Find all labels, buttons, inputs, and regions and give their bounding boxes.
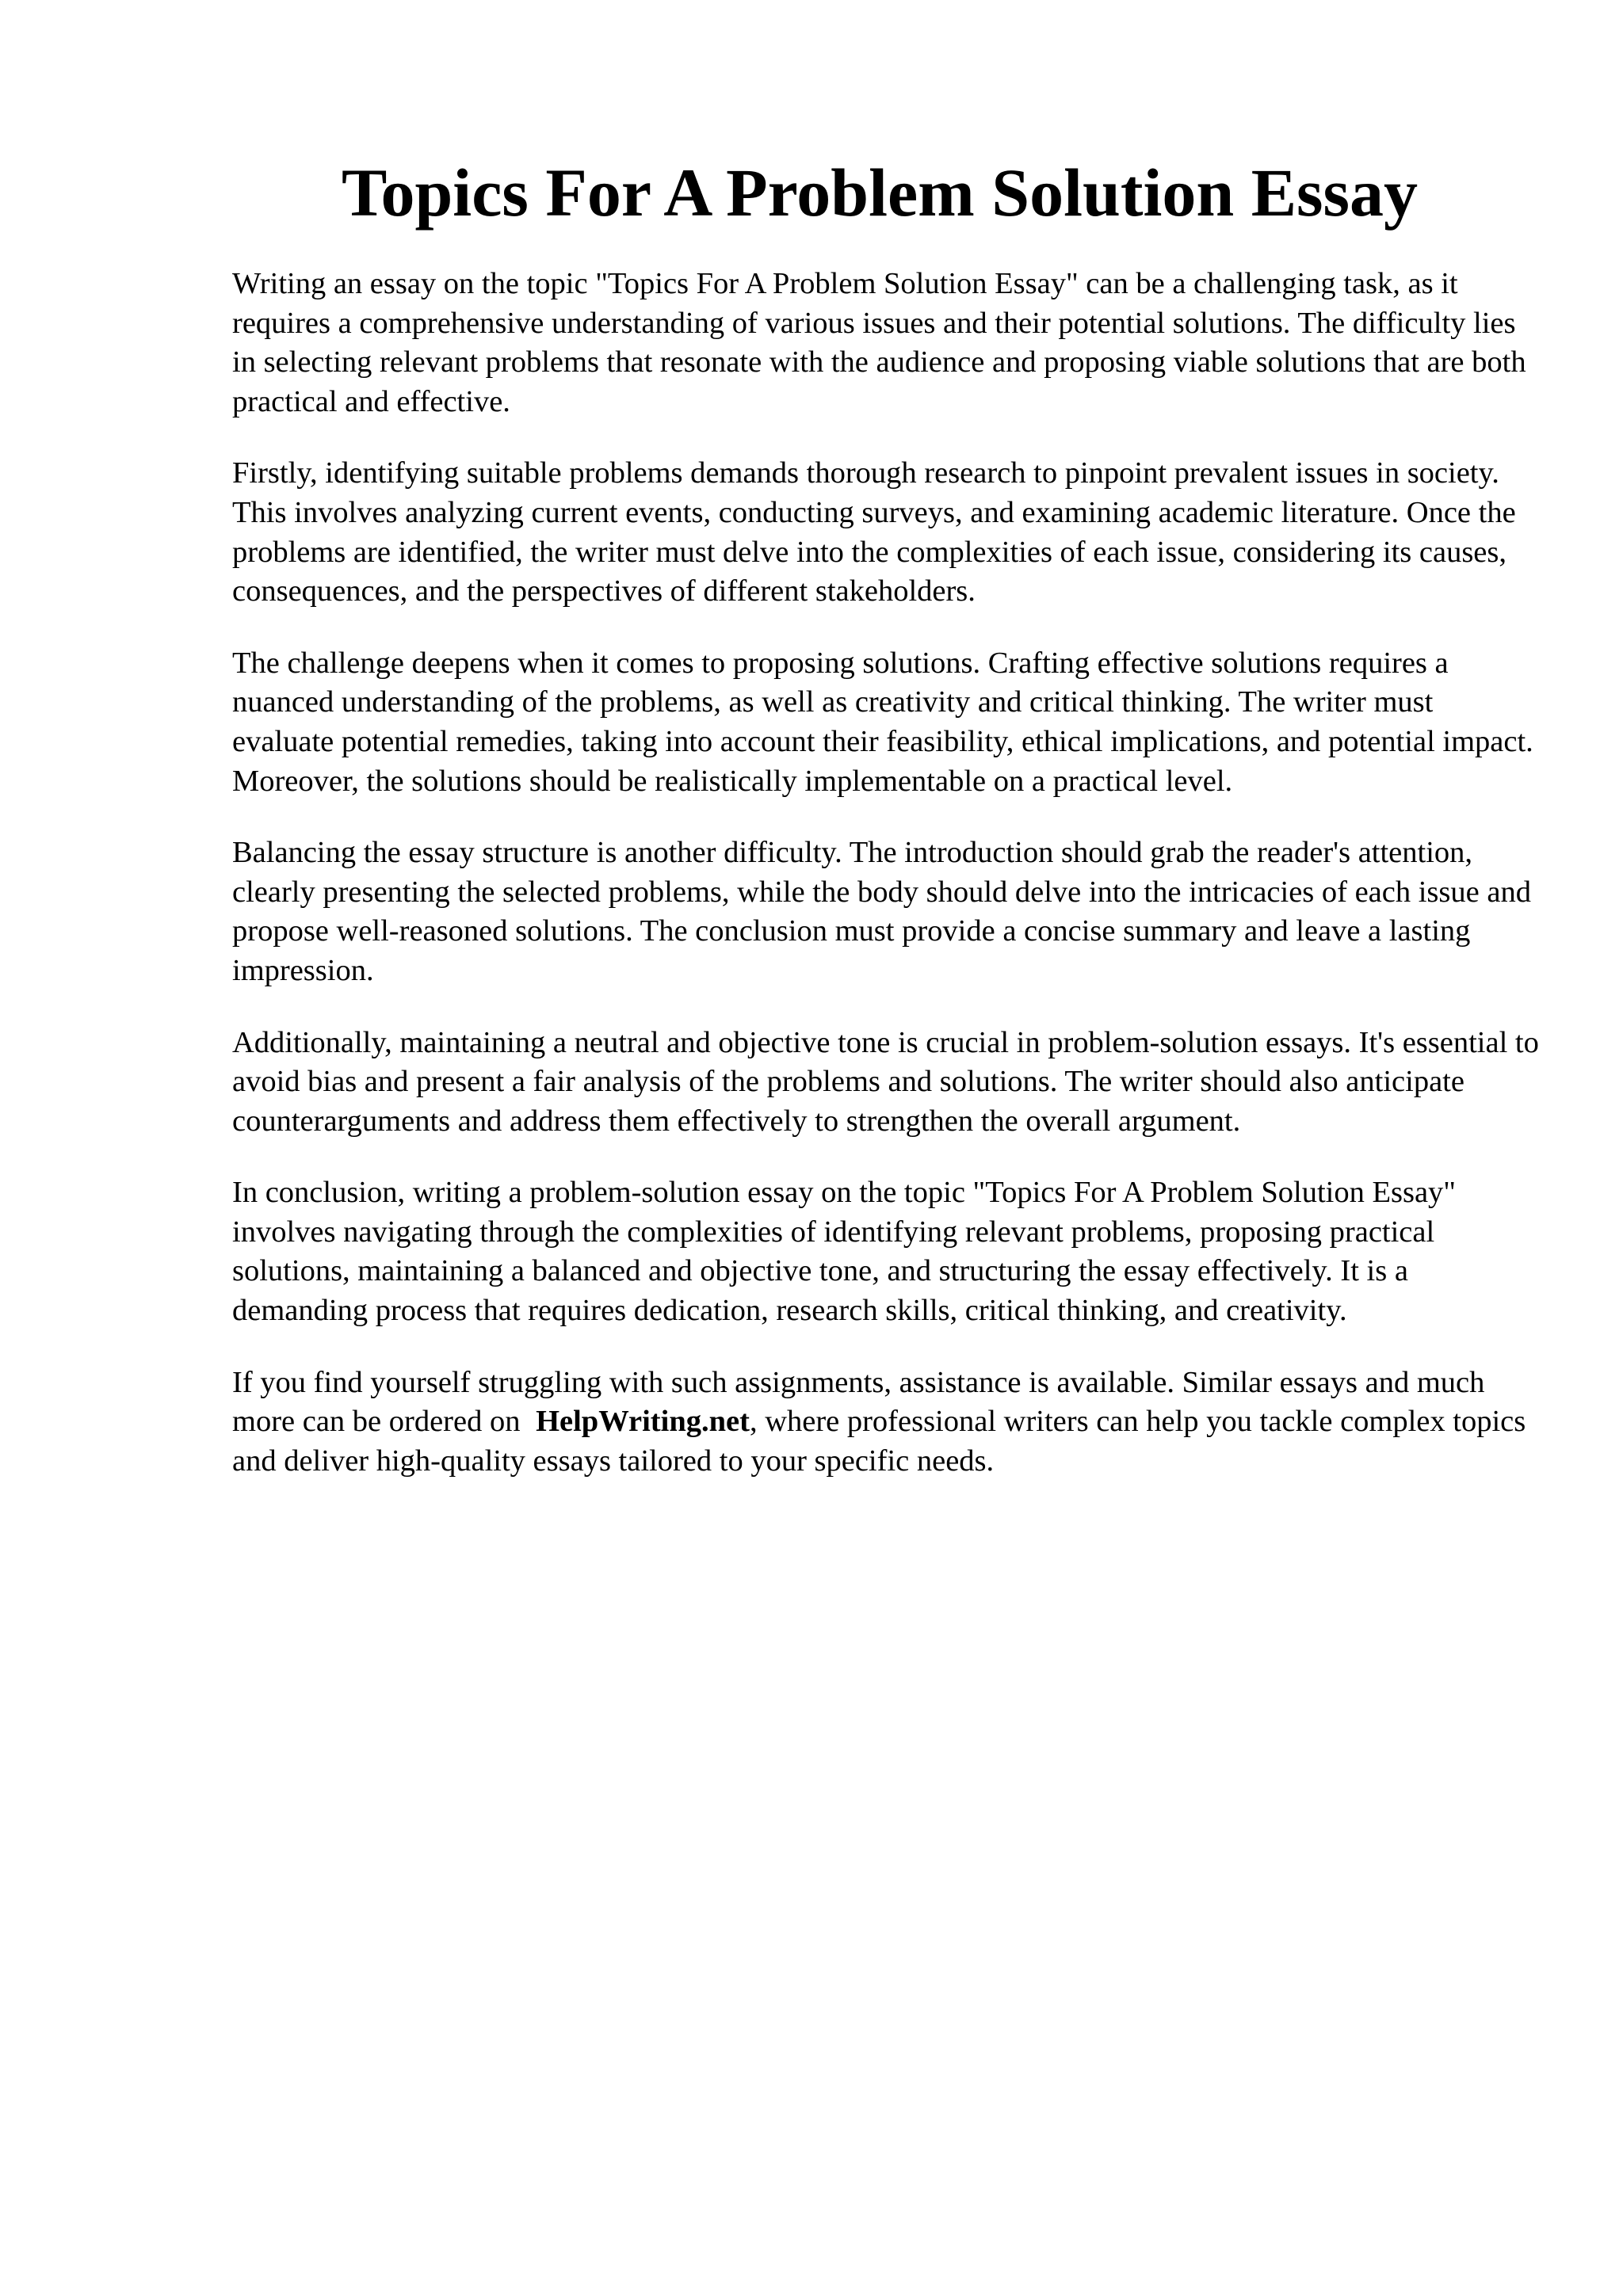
paragraph-closing xyxy=(232,1363,1540,1482)
document-body xyxy=(232,265,1540,1513)
closing-text-before: If you find yourself struggling with such assignments, assistance is available. Similar essays and much more can be ordered on xyxy=(232,1365,1485,1439)
paragraph-objective-tone: Additionally, maintaining a neutral and objective tone is crucial in problem-solution essays. It's essential to avoid bias and present a fair analysis of the problems and solutions. The writer should also anticipate counterarguments and address them effectively to strengthen the overall argument. xyxy=(232,1025,1539,1138)
paragraph-essay-structure: Balancing the essay structure is another difficulty. The introduction should grab the reader's attention, clearly presenting the selected problems, while the body should delve into the intricacies of each issue and propose well-reasoned solutions. The conclusion must provide a concise summary and leave a lasting impression. xyxy=(232,836,1531,987)
document-title: Topics For A Problem Solution Essay xyxy=(342,154,1418,231)
paragraph-conclusion: In conclusion, writing a problem-solution essay on the topic "Topics For A Problem Solution Essay" involves navigating through the complexities of identifying relevant problems, proposing practical solutions, maintaining a balanced and objective tone, and structuring the essay effectively. It is a demanding process that requires dedication, research skills, critical thinking, and creativity. xyxy=(232,1176,1457,1328)
paragraph-intro: Writing an essay on the topic "Topics For A Problem Solution Essay" can be a challenging task, as it requires a comprehensive understanding of various issues and their potential solutions. The difficulty lies in selecting relevant problems that resonate with the audience and proposing viable solutions that are both practical and effective. xyxy=(232,267,1526,418)
paragraph-identifying-problems: Firstly, identifying suitable problems demands thorough research to pinpoint prevalent issues in society. This involves analyzing current events, conducting surveys, and examining academic literature. Once the problems are identified, the writer must delve into the complexities of each issue, considering its causes, consequences, and the perspectives of different stakeholders. xyxy=(232,456,1516,608)
closing-text-after: , where professional writers can help you tackle complex topics and deliver high-quality essays tailored to your specific needs. xyxy=(232,1405,1526,1478)
helpwriting-brand-link[interactable]: HelpWriting.net xyxy=(536,1405,750,1439)
paragraph-proposing-solutions: The challenge deepens when it comes to proposing solutions. Crafting effective solutions requires a nuanced understanding of the problems, as well as creativity and critical thinking. The writer must evaluate potential remedies, taking into account their feasibility, ethical implications, and potential impact. Moreover, the solutions should be realistically implementable on a practical level. xyxy=(232,646,1533,798)
